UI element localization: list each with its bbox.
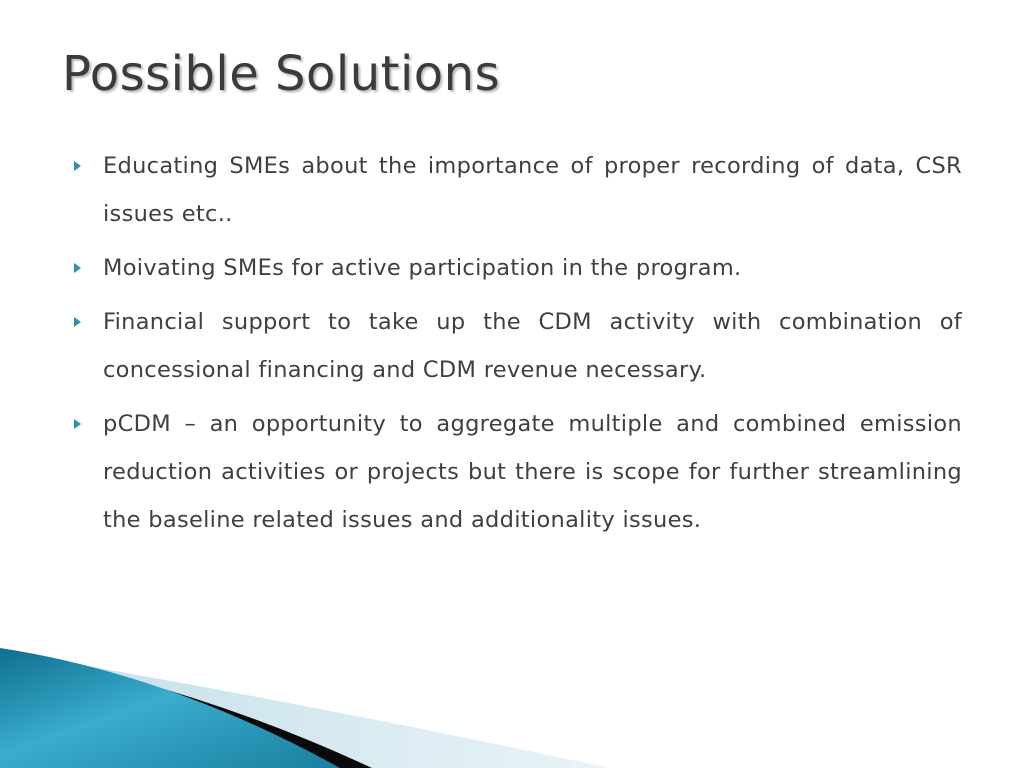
bullet-text: Moivating SMEs for active participation in the program. bbox=[103, 255, 742, 281]
decorative-wave-graphic bbox=[0, 640, 1024, 768]
bullet-list bbox=[72, 142, 962, 550]
bullet-item bbox=[72, 244, 962, 292]
triangle-bullet-icon bbox=[74, 161, 81, 171]
bullet-item bbox=[72, 400, 962, 544]
bullet-text: pCDM – an opportunity to aggregate multiple and combined emission reduction activities or projects but there is scope for further streamlining the baseline related issues and additionality issues. bbox=[103, 411, 962, 533]
bullet-text: Educating SMEs about the importance of proper recording of data, CSR issues etc.. bbox=[103, 153, 962, 227]
triangle-bullet-icon bbox=[74, 263, 81, 273]
triangle-bullet-icon bbox=[74, 317, 81, 327]
slide-title: Possible Solutions bbox=[62, 46, 501, 102]
bullet-item bbox=[72, 298, 962, 394]
bullet-item bbox=[72, 142, 962, 238]
bullet-text: Financial support to take up the CDM activity with combination of concessional financing and CDM revenue necessary. bbox=[103, 309, 962, 383]
triangle-bullet-icon bbox=[74, 419, 81, 429]
